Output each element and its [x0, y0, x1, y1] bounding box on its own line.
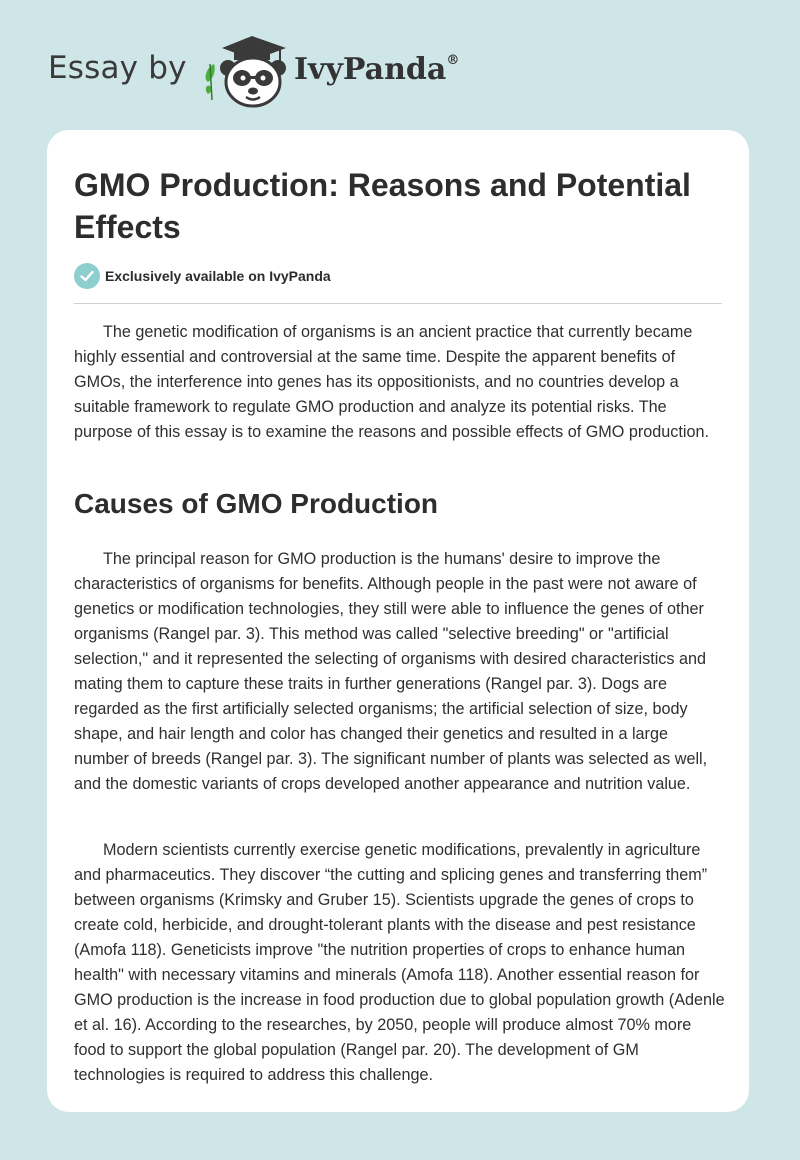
badge-text: Exclusively available on IvyPanda: [105, 268, 331, 284]
essay-by-label: Essay by: [48, 50, 187, 86]
article-title: GMO Production: Reasons and Potential Effects: [74, 167, 691, 245]
article-card: [47, 130, 749, 1112]
paragraph-causes-1: The principal reason for GMO production is the humans' desire to improve the characteristics of organisms for benefits. Although people in the past were not aware of genetics or modification technologies, they still were able to influence the genes of other organisms (Rangel par. 3). This method was called "selective breeding" or "artificial selection," and it represented the selecting of organisms with desired characteristics and mating them to capture these traits in further generations (Rangel par. 3). Dogs are regarded as the first artificially selected organisms; the artificial selection of size, body shape, and hair length and color has changed their genetics and resulted in a large number of breeds (Rangel par. 3). The significant number of plants was selected as well, and the domestic variants of crops developed another appearance and nutrition value.: [74, 550, 708, 793]
brand-name[interactable]: [294, 52, 459, 87]
panda-logo-icon[interactable]: [200, 34, 292, 108]
paragraph-intro: The genetic modification of organisms is an ancient practice that currently became highly essential and controversial at the same time. Despite the apparent benefits of GMOs, the interference into genes has its oppositionists, and no countries develop a suitable framework to regulate GMO production and analyze its potential risks. The purpose of this essay is to examine the reasons and possible effects of GMO production.: [74, 323, 709, 441]
registered-mark: ®: [446, 53, 460, 68]
brand-name-text: IvyPanda: [294, 52, 447, 87]
divider: [74, 303, 722, 304]
checkmark-circle-icon: [74, 263, 100, 289]
paragraph-causes-2: Modern scientists currently exercise genetic modifications, prevalently in agriculture and pharmaceutics. They discover “the cutting and splicing genes and transferring them” between organisms (Krimsky and Gruber 15). Scientists upgrade the genes of crops to create cold, herbicide, and drought-tolerant plants with the disease and pest resistance (Amofa 118). Geneticists improve "the nutrition properties of crops to enhance human health" with necessary vitamins and minerals (Amofa 118). Another essential reason for GMO production is the increase in food production due to global population growth (Adenle et al. 16). According to the researches, by 2050, people will produce almost 70% more food to support the global population (Rangel par. 20). The development of GM technologies is required to address this challenge.: [74, 841, 725, 1084]
exclusive-badge: [74, 263, 331, 289]
section-heading: Causes of GMO Production: [74, 488, 439, 519]
site-header: [0, 0, 800, 130]
